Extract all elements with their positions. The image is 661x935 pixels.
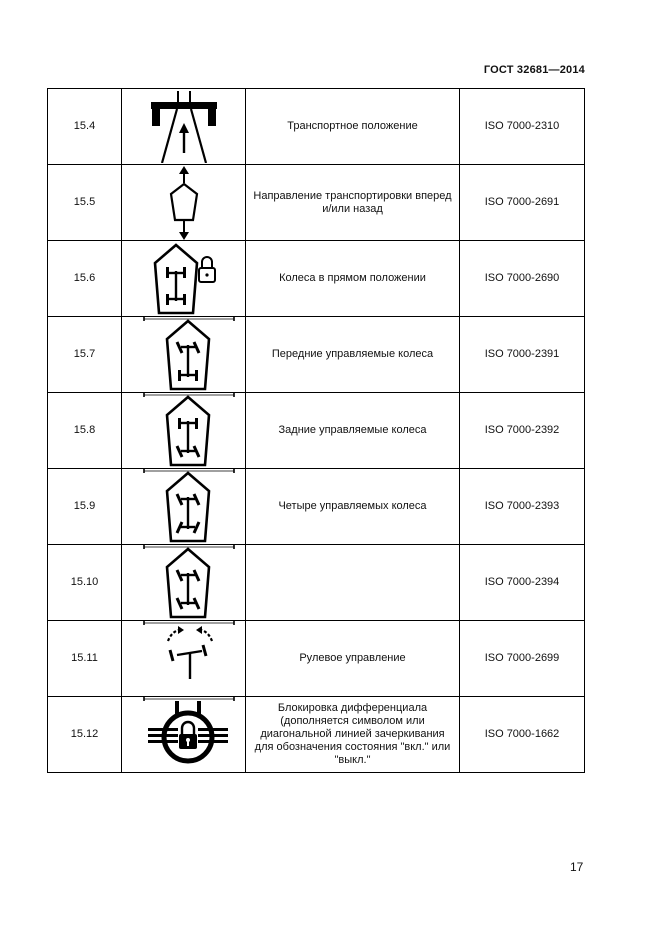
description-cell: Блокировка дифференциала (дополняется символом или диагональной линией зачеркивания для обозначения состояния "вкл." или "выкл."	[246, 697, 460, 773]
symbols-table	[47, 88, 585, 773]
description-cell	[246, 545, 460, 621]
table-row	[48, 697, 585, 773]
reference-cell: ISO 7000-2310	[460, 89, 585, 165]
row-number: 15.10	[48, 545, 122, 621]
wheels-straight-locked-icon	[149, 243, 219, 315]
symbol-cell	[122, 89, 246, 165]
table-row	[48, 469, 585, 545]
row-number: 15.9	[48, 469, 122, 545]
reference-cell: ISO 7000-2691	[460, 165, 585, 241]
crab-steering-icon	[126, 545, 250, 620]
row-number: 15.5	[48, 165, 122, 241]
reference-cell: ISO 7000-1662	[460, 697, 585, 773]
differential-lock-icon	[126, 697, 250, 772]
row-number: 15.4	[48, 89, 122, 165]
transport-position-icon	[149, 91, 219, 163]
description-cell: Колеса в прямом положении	[246, 241, 460, 317]
front-wheel-steering-icon	[126, 317, 250, 392]
row-number: 15.11	[48, 621, 122, 697]
table-row	[48, 317, 585, 393]
table-row	[48, 89, 585, 165]
table-row	[48, 545, 585, 621]
rear-wheel-steering-icon	[126, 393, 250, 468]
symbol-cell	[122, 621, 246, 697]
four-wheel-steering-icon	[126, 469, 250, 544]
description-cell: Направление транспортировки вперед и/или назад	[246, 165, 460, 241]
description-cell: Задние управляемые колеса	[246, 393, 460, 469]
symbol-cell	[122, 697, 246, 773]
reference-cell: ISO 7000-2392	[460, 393, 585, 469]
symbol-cell	[122, 241, 246, 317]
description-cell: Транспортное положение	[246, 89, 460, 165]
reference-cell: ISO 7000-2393	[460, 469, 585, 545]
symbol-cell	[122, 469, 246, 545]
symbol-cell	[122, 317, 246, 393]
reference-cell: ISO 7000-2699	[460, 621, 585, 697]
row-number: 15.12	[48, 697, 122, 773]
table-row	[48, 621, 585, 697]
reference-cell: ISO 7000-2391	[460, 317, 585, 393]
symbol-cell	[122, 393, 246, 469]
description-cell: Рулевое управление	[246, 621, 460, 697]
reference-cell: ISO 7000-2394	[460, 545, 585, 621]
table-row	[48, 393, 585, 469]
symbol-cell	[122, 165, 246, 241]
table-row	[48, 241, 585, 317]
row-number: 15.8	[48, 393, 122, 469]
steering-control-icon	[126, 621, 250, 696]
reference-cell: ISO 7000-2690	[460, 241, 585, 317]
page-number: 17	[570, 860, 584, 874]
standard-header: ГОСТ 32681—2014	[483, 64, 585, 76]
table-row	[48, 165, 585, 241]
symbol-cell	[122, 545, 246, 621]
description-cell: Передние управляемые колеса	[246, 317, 460, 393]
transport-direction-icon	[159, 166, 209, 240]
row-number: 15.6	[48, 241, 122, 317]
row-number: 15.7	[48, 317, 122, 393]
description-cell: Четыре управляемых колеса	[246, 469, 460, 545]
